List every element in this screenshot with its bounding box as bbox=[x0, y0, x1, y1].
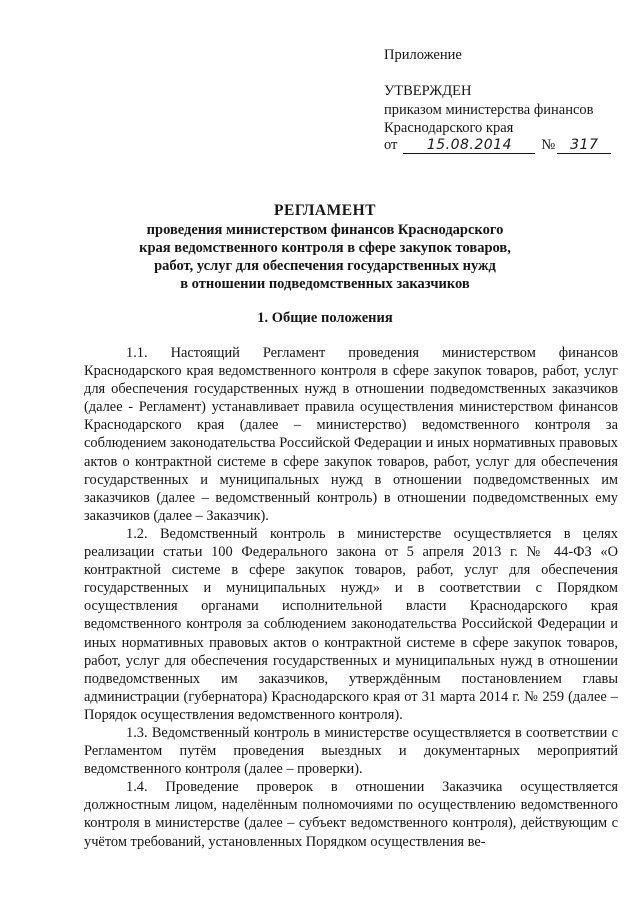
title-line-4: в отношении подведомственных заказчиков bbox=[180, 276, 470, 292]
title-line-3: работ, услуг для обеспечения государственных нужд bbox=[154, 258, 496, 274]
section-heading: 1. Общие положения bbox=[257, 310, 393, 326]
appendix-label: Приложение bbox=[384, 47, 462, 63]
section-body bbox=[84, 344, 618, 851]
number-label: № bbox=[541, 137, 556, 153]
document-title bbox=[130, 202, 520, 293]
title-line-1: проведения министерством финансов Краснодарского bbox=[146, 222, 504, 238]
order-date-number-line bbox=[384, 136, 611, 154]
paragraph-1-4: 1.4. Проведение проверок в отношении Заказчика осуществляется должностным лицом, наделённым полномочиями по осуществлению ведомственного контроля в министерстве (далее – субъект ведомственного контроля), действующим с учётом требований, установленных Порядком осуществления ве- bbox=[84, 779, 618, 850]
title-line-2: края ведомственного контроля в сфере закупок товаров, bbox=[139, 240, 511, 256]
handwritten-date: 15.08.2014 bbox=[403, 137, 535, 154]
order-line-1: приказом министерства финансов bbox=[384, 102, 594, 118]
handwritten-number: 317 bbox=[557, 137, 611, 154]
title-heading: РЕГЛАМЕНТ bbox=[274, 202, 376, 219]
approved-label: УТВЕРЖДЕН bbox=[384, 83, 472, 99]
paragraph-1-2: 1.2. Ведомственный контроль в министерстве осуществляется в целях реализации статьи 100 Федерального закона от 5 апреля 2013 г. № 44-ФЗ «О контрактной системе в сфере закупок товаров, работ, услуг для обеспечения государственных и муниципальных нужд» и в соответствии с Порядком осуществления органами исполнительной власти Краснодарского края ведомственного контроля за соблюдением законодательства Российской Федерации и иных нормативных правовых актов о контрактной системе в сфере закупок товаров, работ, услуг для обеспечения государственных и муниципальных нужд в отношении подведомственных им заказчиков, утверждённым постановлением главы администрации (губернатора) Краснодарского края от 31 марта 2014 г. № 259 (далее – Порядок осуществления ведомственного контроля). bbox=[84, 525, 618, 723]
order-line-2: Краснодарского края bbox=[384, 120, 514, 136]
paragraph-1-1: 1.1. Настоящий Регламент проведения министерством финансов Краснодарского края ведомственного контроля в сфере закупок товаров, работ, услуг для обеспечения государственных нужд в отношении подведомственных заказчиков (далее - Регламент) устанавливает правила осуществления министерством финансов Краснодарского края (далее – министерство) ведомственного контроля за соблюдением законодательства Российской Федерации и иных нормативных правовых актов о контрактной системе в сфере закупок товаров, работ, услуг для обеспечения государственных и муниципальных нужд в отношении подведомственных им заказчиков (далее – ведомственный контроль) в отношении подведомственных ему заказчиков (далее – Заказчик). bbox=[84, 345, 618, 524]
paragraph-1-3: 1.3. Ведомственный контроль в министерстве осуществляется в соответствии с Регламентом путём проведения выездных и документарных мероприятий ведомственного контроля (далее – проверки). bbox=[84, 724, 618, 778]
from-label: от bbox=[384, 137, 398, 153]
